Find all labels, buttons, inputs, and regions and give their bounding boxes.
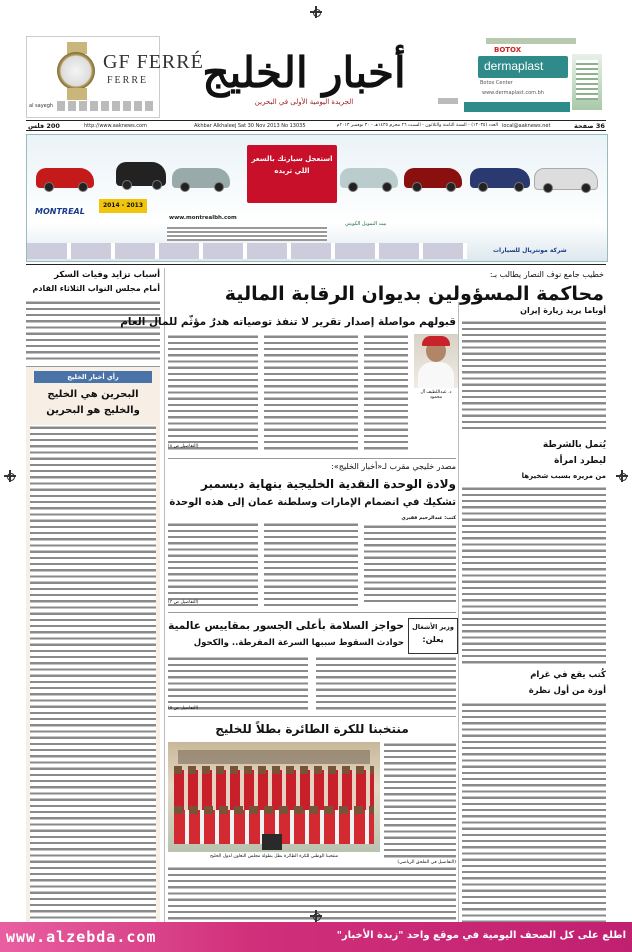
watch-ad[interactable]	[26, 36, 204, 118]
left-subheadline: أمام مجلس النواب الثلاثاء القادم	[32, 284, 160, 293]
main-headline: محاكمة المسؤولين بديوان الرقابة المالية	[224, 283, 604, 305]
left-headline: أسباب تزايد وفيات السكر	[54, 270, 160, 280]
model-year-badge: 2014 - 2013	[99, 199, 147, 213]
gulf-article-col-2	[264, 522, 358, 606]
footer-url[interactable]: www.alzebda.com	[6, 928, 157, 946]
team-article-text	[384, 742, 456, 858]
pages-count: 36 صفحة	[574, 122, 605, 130]
main-article-col-1	[168, 334, 258, 450]
derma-url: www.dermaplast.com.bh	[482, 90, 544, 96]
bridges-article-col-1	[168, 656, 308, 710]
derma-tagline	[486, 38, 576, 44]
bridges-headline: حواجز السلامة بأعلى الجسور بمقاييس عالمية	[168, 620, 404, 632]
main-continued: (التفاصيل ص ٨)	[168, 444, 199, 449]
right-head-police-c: من مريره بسبب شخيرها	[521, 472, 606, 480]
newspaper-page	[26, 22, 606, 927]
team-photo	[168, 742, 380, 852]
author-photo	[414, 334, 458, 388]
main-subheadline: قبولهم مواصلة إصدار تقرير لا تنفذ توصياته هدرٌ مؤثّم للمال العام	[120, 316, 456, 328]
car-black	[116, 162, 166, 186]
right-head-obama: أوباما يريد زيارة إيران	[520, 306, 606, 315]
car-blue	[470, 168, 530, 188]
opinion-title-1: البحرين هي الخليج	[47, 389, 139, 400]
derma-building-icon	[572, 54, 602, 110]
bridges-continued: (التفاصيل ص ٥)	[168, 706, 199, 711]
car-darkred	[404, 168, 462, 188]
dermaplast-ad[interactable]	[464, 36, 606, 116]
opinion-text	[30, 425, 156, 923]
right-goose-text	[462, 702, 606, 926]
team-caption: منتخبنا الوطني للكرة الطائرة بطل بطولة مجلس التعاون لدول الخليج	[210, 854, 338, 859]
main-article-col-3	[364, 334, 408, 450]
latin-dateline: Akhbar Alkhaleej Sat 30 Nov 2013 No 13035	[194, 123, 306, 129]
cars-website[interactable]: www.montrealbh.com	[169, 215, 237, 221]
gulf-article-col-3	[364, 524, 456, 606]
derma-logo	[478, 56, 568, 78]
website[interactable]: http://www.aaknews.com	[84, 123, 147, 129]
right-police-text	[462, 486, 606, 666]
registration-mark-left	[4, 470, 16, 482]
masthead-small	[438, 98, 458, 104]
watch-brand: GF FERRÉ	[103, 51, 204, 73]
registration-mark-right	[616, 470, 628, 482]
watch-icon	[55, 42, 99, 100]
bridges-label-bottom: يعلن:	[422, 635, 444, 644]
right-head-goose-b: أوزة من أول نظرة	[528, 686, 606, 696]
cars-company: شركة مونتريال للسيارات	[493, 247, 567, 254]
derma-product: BOTOX	[494, 46, 522, 54]
derma-sub: Botox Center	[480, 80, 513, 86]
bridges-label-top: وزير الأشغال	[412, 623, 454, 631]
footer-banner[interactable]	[0, 922, 632, 952]
bridges-label-box	[408, 618, 458, 654]
gulf-article-col-1	[168, 522, 258, 606]
bridges-article-col-2	[316, 656, 456, 710]
derma-brand: dermaplast	[484, 59, 544, 73]
gulf-continued: (التفاصيل ص ٣)	[168, 600, 199, 605]
right-head-police-a: يُتمل بالشرطة	[542, 440, 606, 450]
right-obama-text	[462, 320, 606, 432]
car-silver	[340, 168, 398, 188]
bridges-subheadline: حوادث السقوط سببها السرعة المفرطة.. والكحول	[193, 638, 404, 648]
offer-banner	[247, 145, 337, 203]
gulf-headline: ولادة الوحدة النقدية الخليجية بنهاية ديسمبر	[201, 477, 456, 491]
montreal-cars-ad[interactable]	[26, 134, 608, 262]
footer-slogan: اطلع على كل الصحف اليومية في موقع واحد "زبدة الأخبار"	[336, 930, 626, 941]
gulf-byline: كتب: عبدالرحيم فقيري	[401, 516, 456, 521]
masthead-logo	[174, 48, 434, 108]
team-headline: منتخبنا للكرة الطائرة بطلاً للخليج	[215, 722, 409, 736]
car-white	[534, 168, 598, 190]
right-head-goose-a: كُتب يقع في غرام	[530, 670, 606, 680]
car-gray	[172, 168, 230, 188]
right-head-police-b: ليطرد امرأة	[554, 456, 606, 466]
main-kicker: خطيب جامع نوف النصار يطالب بـ:	[489, 270, 604, 279]
gulf-kicker: مصدر خليجي مقرب لـ«أخبار الخليج»:	[331, 462, 456, 471]
issue-info: العدد (١٣٠٣٥) - السنة الثامنة والثلاثون - السبت ٢٦ محرم ١٤٣٥هـ - ٣٠ نوفمبر ٢٠١٣م	[336, 123, 498, 128]
gulf-subheadline: تشكيك في انضمام الإمارات وسلطنة عمان إلى هذه الوحدة	[169, 497, 456, 508]
masthead-tagline: الجريدة اليومية الأولى في البحرين	[254, 98, 354, 106]
montreal-logo: MONTREAL	[35, 207, 85, 216]
registration-mark-bottom	[310, 910, 322, 922]
author-caption: د. عبداللطيف آل محمود	[420, 390, 452, 400]
car-red	[36, 168, 94, 188]
team-continued: (التفاصيل في الملحق الرياضي)	[397, 860, 456, 865]
registration-mark-top	[310, 6, 322, 18]
price: 200 فلس	[28, 122, 60, 130]
opinion-box	[26, 366, 160, 927]
offer-text: استعجل سيارتك بالسعر اللي تريده	[251, 155, 333, 175]
watch-store: al sayegh	[29, 103, 54, 109]
cars-bank: بيت التمويل الكويتي	[345, 221, 387, 227]
main-article-col-2	[264, 334, 358, 450]
opinion-label: رأي أخبار الخليج	[34, 371, 152, 383]
masthead-title: أخبار الخليج	[202, 48, 406, 97]
email[interactable]: local@aaknews.net	[502, 123, 551, 129]
left-article-text	[26, 300, 160, 360]
watch-brand-sub: FERRE	[107, 75, 149, 86]
opinion-title-2: والخليج هو البحرين	[46, 405, 140, 416]
